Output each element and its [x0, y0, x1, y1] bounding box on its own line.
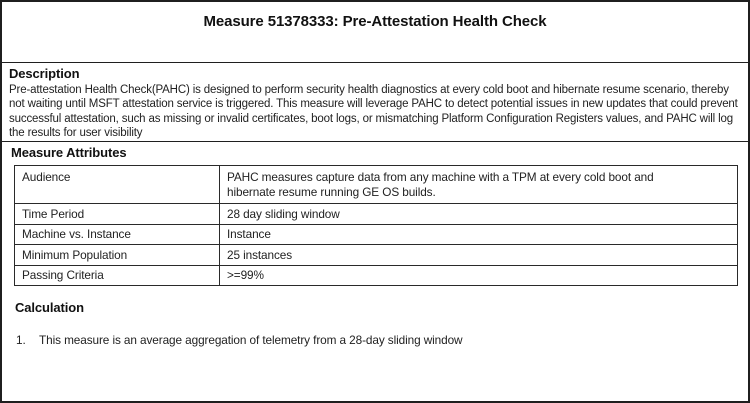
attribute-label: Audience — [15, 166, 220, 204]
attribute-value-text: PAHC measures capture data from any machine with a TPM at every cold boot and hibernate resume running GE OS builds. — [227, 170, 654, 199]
attributes-section — [2, 142, 748, 348]
attribute-label: Machine vs. Instance — [15, 224, 220, 245]
description-heading: Description — [9, 66, 80, 81]
attribute-value: Instance — [220, 224, 738, 245]
attribute-value: >=99% — [220, 265, 738, 286]
calculation-list-item — [16, 333, 748, 348]
measure-attributes-heading: Measure Attributes — [11, 145, 127, 160]
list-item-text: This measure is an average aggregation of telemetry from a 28-day sliding window — [39, 333, 463, 347]
attribute-label: Passing Criteria — [15, 265, 220, 286]
page-title: Measure 51378333: Pre-Attestation Health Check — [203, 13, 547, 30]
attribute-label: Time Period — [15, 204, 220, 225]
description-body: Pre-attestation Health Check(PAHC) is designed to perform security health diagnostics at every cold boot and hibernate resume scenario, thereby not waiting until MSFT attestation service is triggered. This measure will leverage PAHC to detect potential issues in new updates that could prevent successful attestation, such as missing or invalid certificates, boot logs, or mismatching Platform Configuration Registers values, and PAHC will log the results for user visibility — [9, 84, 738, 139]
attribute-value: 25 instances — [220, 245, 738, 266]
calculation-heading: Calculation — [15, 300, 84, 315]
table-row-passing-criteria — [15, 265, 738, 286]
description-section — [2, 63, 748, 142]
table-row-time-period — [15, 204, 738, 225]
measure-attributes-table — [14, 165, 738, 286]
attribute-label: Minimum Population — [15, 245, 220, 266]
list-item-number: 1. — [16, 333, 26, 347]
attribute-value: 28 day sliding window — [220, 204, 738, 225]
title-band — [2, 2, 748, 63]
table-row-machine-vs-instance — [15, 224, 738, 245]
attribute-value — [220, 166, 738, 204]
table-row-minimum-population — [15, 245, 738, 266]
table-row-audience — [15, 166, 738, 204]
